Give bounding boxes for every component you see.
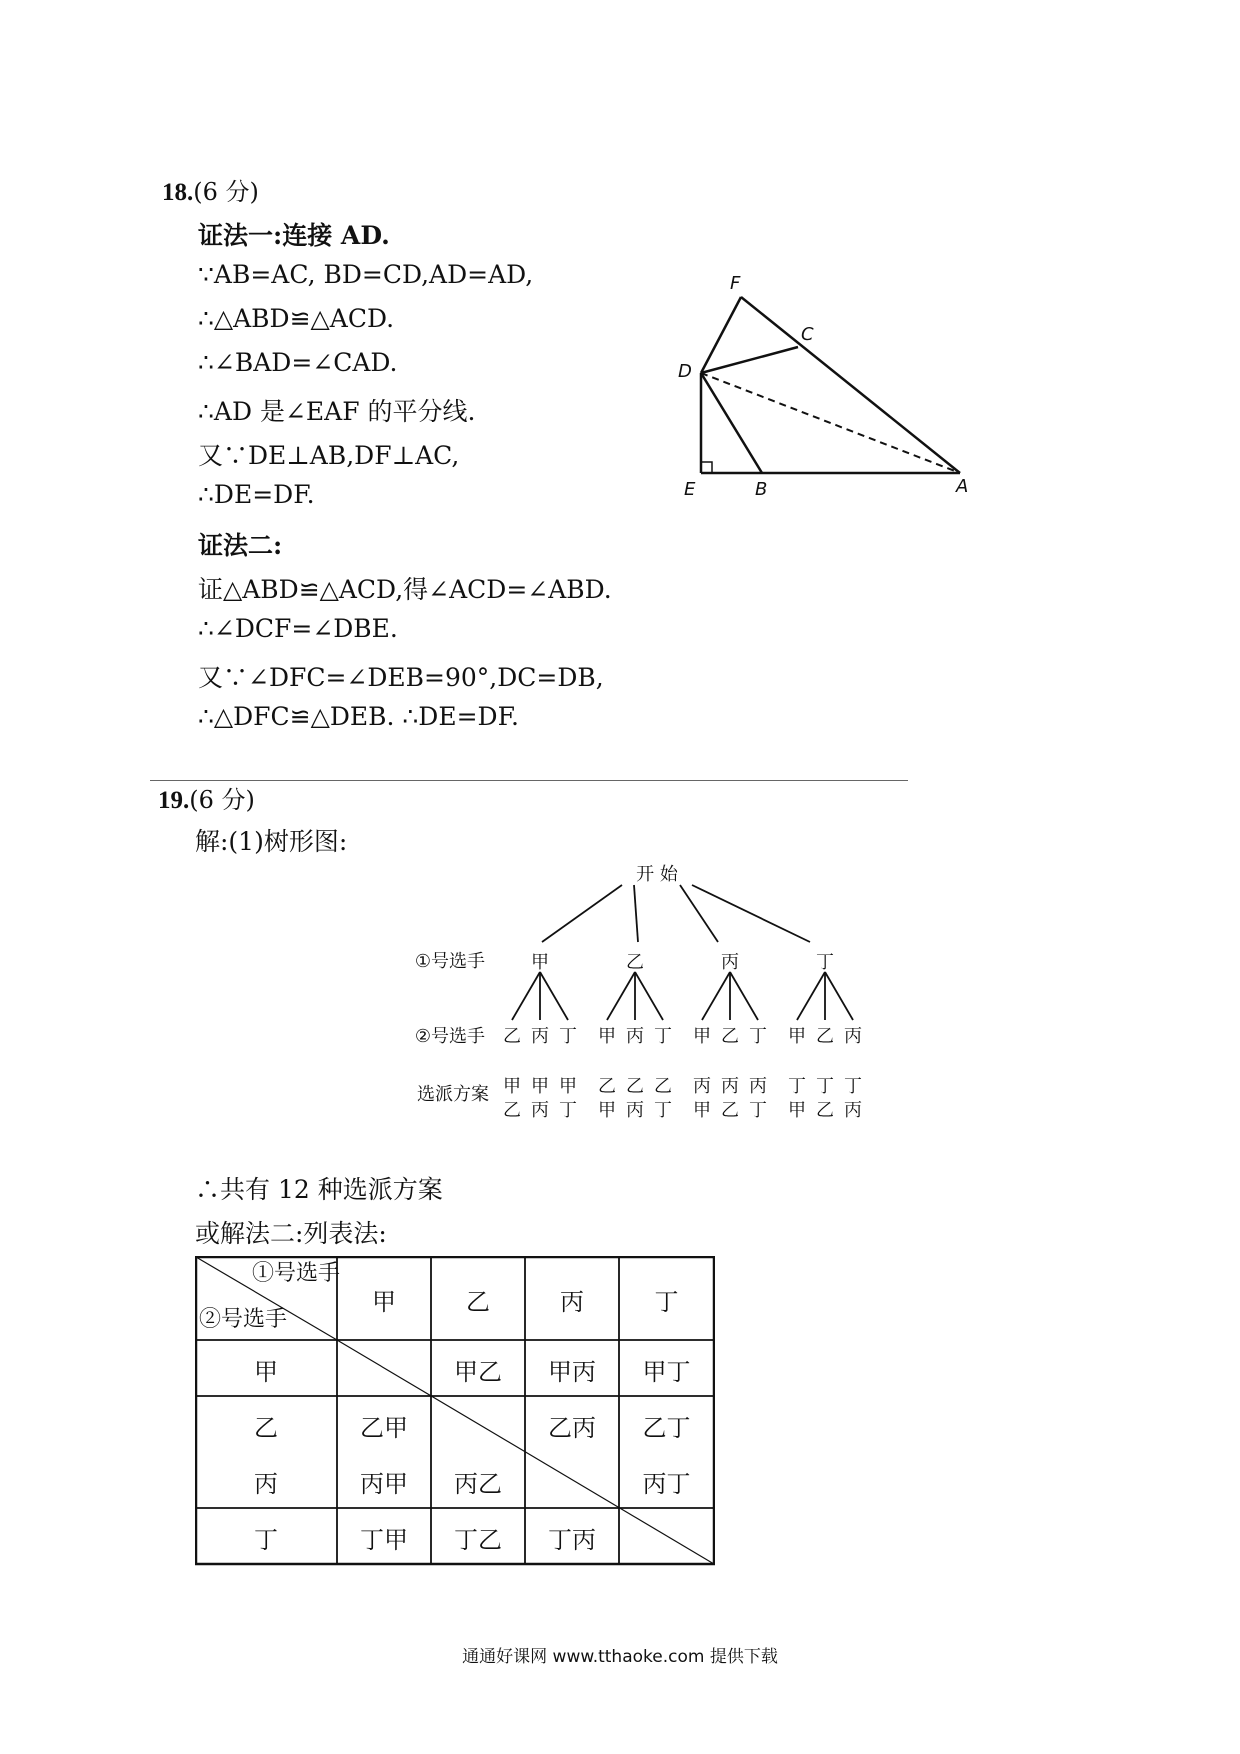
table-row-label-3: 丁 (254, 1526, 278, 1554)
tree-plan-2-2-0: 丙 (749, 1076, 767, 1097)
tree-plan-2-2-1: 丁 (749, 1100, 767, 1121)
table-cell-1-0: 乙甲 (360, 1414, 408, 1442)
table-cell-1-3: 乙丁 (642, 1414, 691, 1442)
tree-l2-3-2: 丙 (844, 1026, 862, 1047)
tree-l1-1: 乙 (626, 952, 644, 973)
tree-l2-2-0: 甲 (693, 1026, 711, 1047)
tree-l1-3: 丁 (816, 952, 834, 973)
table-row-label-0: 甲 (254, 1358, 278, 1386)
label-D: D (678, 361, 692, 382)
table-corner-top: ①号选手 (251, 1261, 340, 1286)
q18-line2-3: 又∵∠DFC=∠DEB=90°,DC=DB, (198, 663, 604, 692)
q19-table (195, 1256, 715, 1566)
tree-plan-1-0-1: 甲 (598, 1100, 616, 1121)
q18-line1-4: ∴AD 是∠EAF 的平分线. (198, 397, 476, 426)
tree-plan-0-0-1: 乙 (503, 1100, 521, 1121)
table-col-header-0: 甲 (372, 1288, 396, 1316)
section-divider (150, 780, 908, 781)
q18-line1-6: ∴DE=DF. (198, 480, 315, 509)
tree-row3-label: 选派方案 (417, 1084, 489, 1105)
q18-method1-title: 证法一:连接 AD. (198, 221, 390, 250)
tree-plan-3-2-1: 丙 (844, 1100, 862, 1121)
q18-heading (162, 172, 259, 207)
label-C: C (801, 324, 814, 345)
tree-l2-0-2: 丁 (559, 1026, 577, 1047)
table-cell-2-3: 丙丁 (642, 1470, 691, 1498)
q18-line2-1: 证△ABD≌△ACD,得∠ACD=∠ABD. (198, 575, 612, 604)
q18-line2-4: ∴△DFC≌△DEB. ∴DE=DF. (198, 702, 519, 731)
tree-plan-0-1-0: 甲 (531, 1076, 549, 1097)
table-col-header-1: 乙 (466, 1288, 490, 1316)
tree-plan-3-2-0: 丁 (844, 1076, 862, 1097)
table-cell-3-0: 丁甲 (360, 1526, 408, 1554)
segment-AF (741, 297, 960, 473)
tree-l2-0-1: 丙 (531, 1026, 549, 1047)
tree-l2-3-0: 甲 (788, 1026, 806, 1047)
segment-FD (701, 297, 741, 373)
tree-plan-2-1-1: 乙 (721, 1100, 739, 1121)
q18-line1-3: ∴∠BAD=∠CAD. (198, 348, 398, 377)
table-cell-0-1: 甲乙 (454, 1358, 502, 1386)
tree-l1-2: 丙 (721, 952, 739, 973)
tree-row1-label: ①号选手 (414, 951, 486, 972)
tree-l2-3-1: 乙 (816, 1026, 834, 1047)
table-row-label-2: 丙 (254, 1470, 278, 1498)
table-cell-0-3: 甲丁 (642, 1358, 691, 1386)
q18-method2-title: 证法二: (198, 531, 283, 560)
tree-plan-3-0-0: 丁 (788, 1076, 806, 1097)
table-cell-0-2: 甲丙 (548, 1358, 596, 1386)
table-corner-bottom: ②号选手 (199, 1307, 288, 1332)
page-footer: 通通好课网 www.tthaoke.com 提供下载 (462, 1647, 778, 1667)
table-col-header-3: 丁 (654, 1288, 679, 1316)
q19-tree-diagram (400, 860, 900, 1130)
q19-heading (158, 780, 255, 815)
tree-plan-0-0-0: 甲 (503, 1076, 521, 1097)
tree-plan-2-0-0: 丙 (693, 1076, 711, 1097)
table-cell-2-0: 丙甲 (360, 1470, 408, 1498)
label-E: E (684, 479, 696, 500)
tree-plan-2-0-1: 甲 (693, 1100, 711, 1121)
tree-l2-2-1: 乙 (721, 1026, 739, 1047)
tree-plan-3-1-0: 丁 (816, 1076, 834, 1097)
q18-number: 18. (162, 179, 194, 206)
tree-l2-1-0: 甲 (598, 1026, 616, 1047)
tree-plan-0-2-0: 甲 (559, 1076, 577, 1097)
tree-root: 开 始 (636, 864, 678, 885)
q19-score: (6 分) (189, 786, 255, 814)
table-cell-1-2: 乙丙 (548, 1414, 596, 1442)
q18-line1-2: ∴△ABD≌△ACD. (198, 304, 395, 333)
tree-plan-1-1-0: 乙 (626, 1076, 644, 1097)
segment-DB (701, 373, 762, 473)
tree-row2-label: ②号选手 (414, 1026, 486, 1047)
tree-l1-0: 甲 (531, 952, 549, 973)
label-A: A (956, 476, 969, 497)
q19-conclusion: ∴共有 12 种选派方案 (195, 1175, 443, 1204)
tree-l2-2-2: 丁 (749, 1026, 767, 1047)
tree-plan-1-0-0: 乙 (598, 1076, 616, 1097)
q19-alt-method: 或解法二:列表法: (195, 1219, 387, 1248)
tree-plan-1-2-0: 乙 (654, 1076, 672, 1097)
tree-plan-3-1-1: 乙 (816, 1100, 834, 1121)
q19-number: 19. (158, 787, 190, 814)
tree-plan-3-0-1: 甲 (788, 1100, 806, 1121)
tree-l2-1-1: 丙 (626, 1026, 644, 1047)
table-cell-3-2: 丁丙 (548, 1526, 596, 1554)
q18-line1-1: ∵AB=AC, BD=CD,AD=AD, (198, 260, 534, 289)
label-B: B (755, 479, 768, 500)
label-F: F (730, 273, 741, 294)
tree-plan-1-2-1: 丁 (654, 1100, 672, 1121)
q18-geometry-figure (670, 265, 990, 505)
q19-intro: 解:(1)树形图: (195, 827, 348, 856)
tree-l2-1-2: 丁 (654, 1026, 672, 1047)
tree-plan-1-1-1: 丙 (626, 1100, 644, 1121)
q18-line1-5: 又∵DE⊥AB,DF⊥AC, (198, 441, 460, 470)
tree-l2-0-0: 乙 (503, 1026, 521, 1047)
tree-plan-0-2-1: 丁 (559, 1100, 577, 1121)
q18-line2-2: ∴∠DCF=∠DBE. (198, 614, 398, 643)
right-angle-mark-E (701, 462, 712, 473)
table-col-header-2: 丙 (560, 1288, 584, 1316)
segment-DA-dashed (701, 373, 960, 473)
q18-score: (6 分) (193, 178, 259, 206)
tree-plan-0-1-1: 丙 (531, 1100, 549, 1121)
tree-plan-2-1-0: 丙 (721, 1076, 739, 1097)
table-row-label-1: 乙 (254, 1414, 278, 1442)
table-cell-2-1: 丙乙 (454, 1470, 502, 1498)
table-cell-3-1: 丁乙 (454, 1526, 502, 1554)
segment-DC (701, 347, 798, 373)
